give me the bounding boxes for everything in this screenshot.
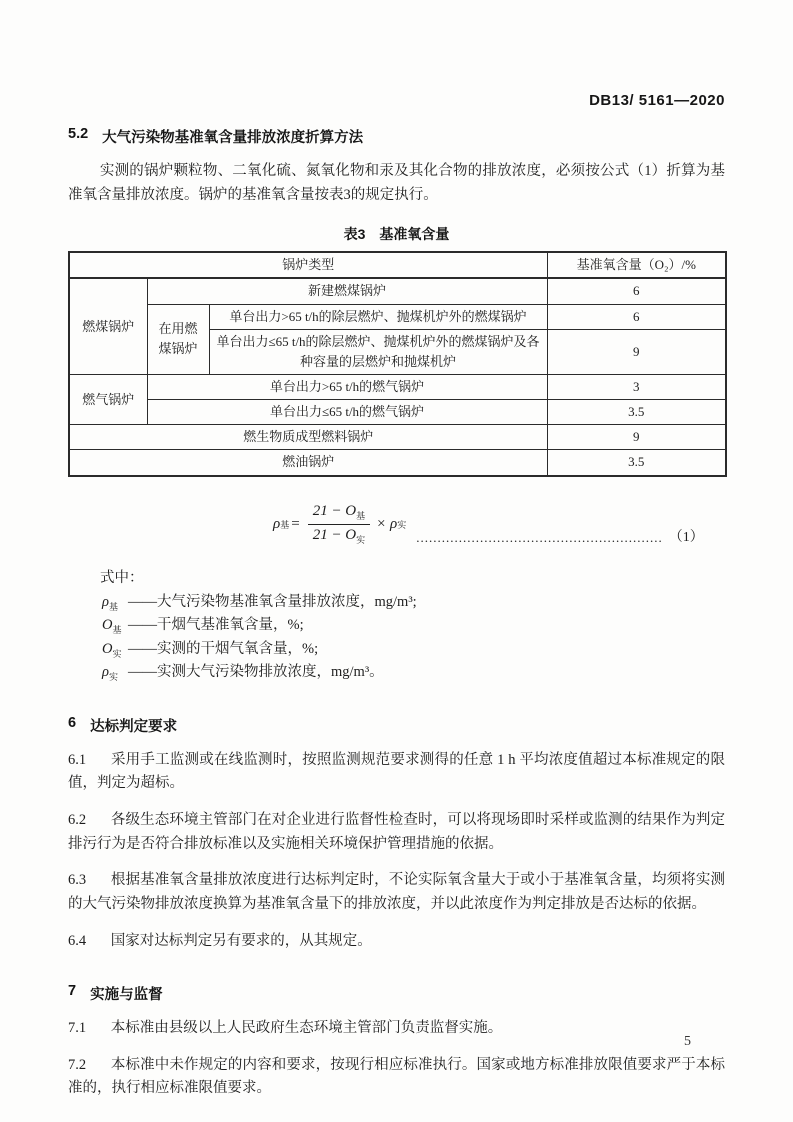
paragraph-7-2 (68, 1054, 725, 1101)
formula-number-label: （1） (668, 529, 704, 545)
where-item-rho-base (68, 591, 725, 615)
page-number: 5 (684, 1034, 691, 1049)
section-heading-6 (68, 715, 725, 736)
paragraph-text: 本标准中未作规定的内容和要求，按现行相应标准执行。国家或地方标准排放限值要求严于本标准的，执行相应标准限值要求。 (68, 1056, 725, 1097)
table-row (69, 425, 726, 450)
cell-gas-le65: 单台出力≤65 t/h的燃气锅炉 (147, 400, 547, 425)
symbol: $O_实$ (102, 640, 122, 659)
formula-times-rho: × ρ (376, 515, 398, 532)
where-list (68, 591, 725, 685)
table-row (69, 400, 726, 425)
where-item-rho-actual (68, 661, 725, 685)
denominator-subscript: 实 (356, 534, 366, 545)
formula-1 (68, 503, 725, 546)
cell-oil: 燃油锅炉 (69, 450, 547, 476)
symbol-description: ——实测的干烟气氧含量，%; (128, 640, 319, 657)
paragraph-6-1 (68, 749, 725, 796)
cell-coal-new-value: 6 (547, 278, 726, 304)
paragraph-number: 6.1 (68, 751, 87, 768)
paragraph-text: 本标准由县级以上人民政府生态环境主管部门负责监督实施。 (110, 1020, 503, 1037)
paragraph-text: 采用手工监测或在线监测时，按照监测规范要求测得的任意 1 h 平均浓度值超过本标准规定的限值，判定为超标。 (68, 751, 725, 792)
cell-coal-gt65: 单台出力>65 t/h的除层燃炉、抛煤机炉外的燃煤锅炉 (209, 304, 547, 329)
cell-gas-le65-value: 3.5 (547, 400, 726, 425)
where-item-o-actual (68, 638, 725, 662)
paragraph-text: 国家对达标判定另有要求的，从其规定。 (110, 932, 372, 949)
section-number: 5.2 (68, 126, 89, 142)
cell-biomass-value: 9 (547, 425, 726, 450)
paragraph-number: 7.2 (68, 1056, 87, 1073)
numerator-subscript: 基 (356, 510, 366, 521)
header-boiler-type: 锅炉类型 (69, 252, 547, 278)
paragraph-6-4 (68, 930, 725, 954)
formula-equals: = (291, 515, 300, 532)
symbol: $O_基$ (102, 617, 122, 636)
cell-group-coal: 燃煤锅炉 (69, 278, 147, 374)
paragraph-text: 根据基准氧含量排放浓度进行达标判定时，不论实际氧含量大于或小于基准氧含量，均须将实测的大气污染物排放浓度换算为基准氧含量下的排放浓度，并以此浓度作为判定排放是否达标的依据。 (68, 872, 725, 912)
table-header-row (69, 252, 726, 278)
section-title: 大气污染物基准氧含量排放浓度折算方法 (102, 130, 364, 146)
where-item-o-base (68, 614, 725, 638)
paragraph-number: 6.4 (68, 932, 87, 949)
cell-coal-le65-value: 9 (547, 329, 726, 374)
paragraph-6-2 (68, 809, 725, 856)
paragraph-text: 各级生态环境主管部门在对企业进行监督性检查时，可以将现场即时采样或监测的结果作为判定排污行为是否符合排放标准以及实施相关环境保护管理措施的依据。 (68, 812, 725, 852)
numerator-expression: 21 − O (312, 502, 357, 519)
formula-dot-leader: .......................................................... (416, 529, 663, 545)
symbol: $\rho_实$ (102, 664, 118, 683)
paragraph-number: 6.3 (68, 872, 87, 889)
paragraph-5-2: 实测的锅炉颗粒物、二氧化硫、氮氧化物和汞及其化合物的排放浓度，必须按公式（1）折算为基准氧含量排放浓度。锅炉的基准氧含量按表3的规定执行。 (68, 163, 725, 203)
section-number: 7 (68, 983, 77, 1000)
table-row (69, 450, 726, 476)
cell-coal-new: 新建燃煤锅炉 (147, 278, 547, 304)
formula-fraction (308, 503, 370, 546)
table-row (69, 304, 726, 329)
page-content (68, 92, 725, 1101)
cell-oil-value: 3.5 (547, 450, 726, 476)
formula-lhs-symbol: ρ (273, 515, 281, 532)
symbol-description: ——大气污染物基准氧含量排放浓度，mg/m³; (128, 593, 417, 610)
cell-biomass: 燃生物质成型燃料锅炉 (69, 425, 547, 450)
symbol-description: ——干烟气基准氧含量，%; (128, 617, 304, 634)
cell-coal-le65: 单台出力≤65 t/h的除层燃炉、抛煤机炉外的燃煤锅炉及各种容量的层燃炉和抛煤机炉 (209, 329, 547, 374)
section-heading-5-2 (68, 126, 725, 147)
table-3-reference-oxygen (68, 251, 727, 476)
denominator-expression: 21 − O (312, 526, 357, 543)
formula-denominator (308, 525, 370, 546)
section-number: 6 (68, 714, 77, 731)
section-heading-7 (68, 983, 725, 1004)
formula-lhs-subscript: 基 (280, 519, 290, 530)
section-title: 实施与监督 (90, 987, 163, 1004)
symbol-description: ——实测大气污染物排放浓度，mg/m³。 (128, 664, 384, 681)
table-3-title: 表3 基准氧含量 (343, 226, 450, 243)
where-intro: 式中： (100, 569, 144, 586)
paragraph-number: 7.1 (68, 1020, 87, 1037)
section-title: 达标判定要求 (90, 718, 178, 735)
cell-gas-gt65-value: 3 (547, 374, 726, 399)
header-oxygen-value: 基准氧含量（O₂）/% (547, 252, 726, 278)
cell-coal-gt65-value: 6 (547, 304, 726, 329)
doc-number-header: DB13/ 5161—2020 (589, 92, 725, 109)
paragraph-6-3 (68, 869, 725, 916)
formula-numerator (308, 503, 370, 525)
table-row (69, 374, 726, 399)
cell-group-gas: 燃气锅炉 (69, 374, 147, 424)
formula-times-subscript: 实 (397, 519, 407, 530)
cell-gas-gt65: 单台出力>65 t/h的燃气锅炉 (147, 374, 547, 399)
table-row (69, 278, 726, 304)
cell-coal-inuse: 在用燃煤锅炉 (147, 304, 209, 374)
symbol: $\rho_基$ (102, 593, 118, 612)
paragraph-7-1 (68, 1017, 725, 1041)
paragraph-number: 6.2 (68, 812, 87, 829)
